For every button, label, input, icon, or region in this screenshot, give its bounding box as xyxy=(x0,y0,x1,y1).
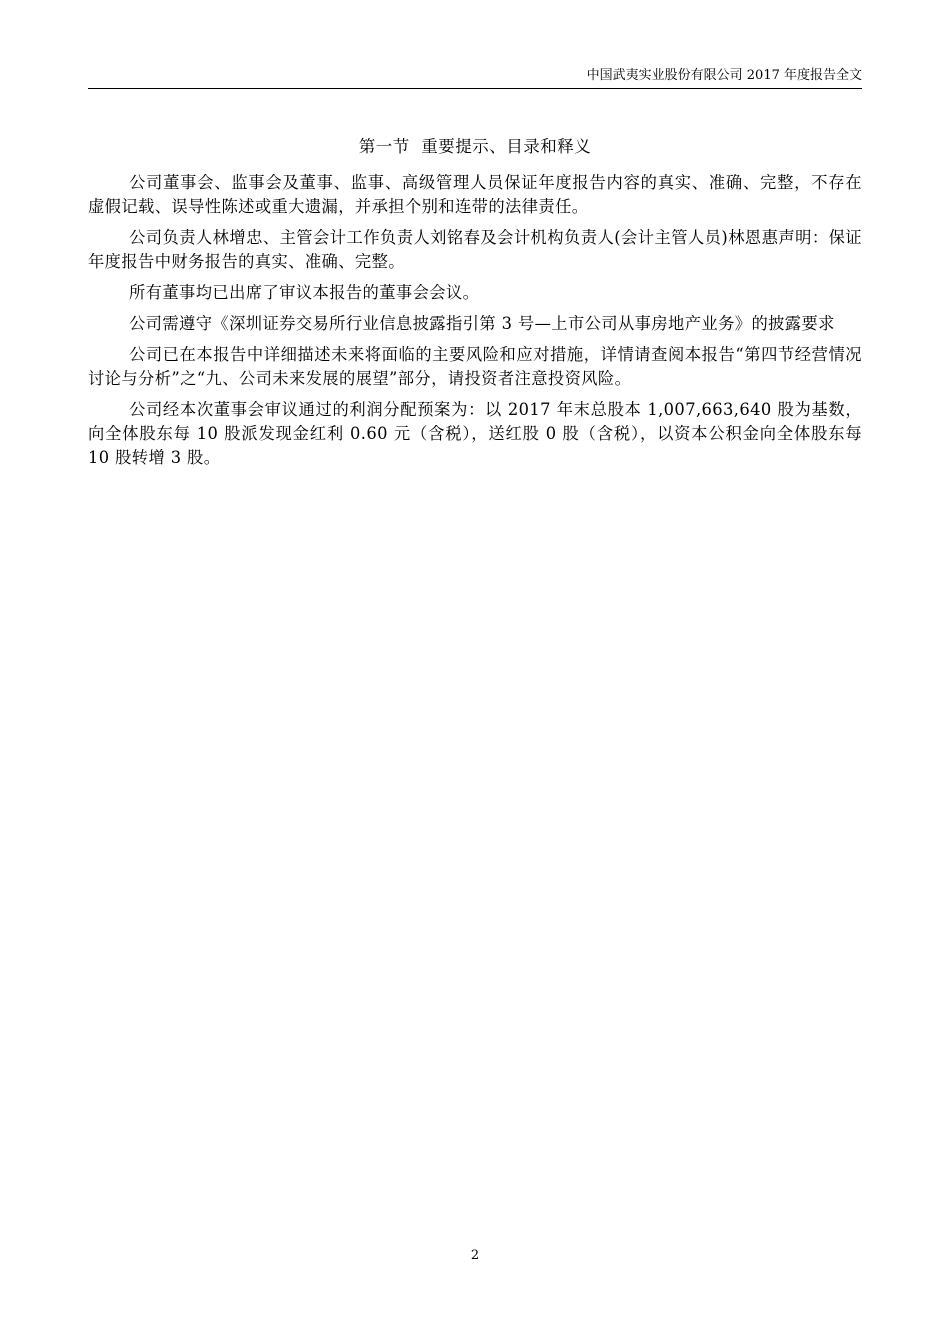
paragraph-board-attendance: 所有董事均已出席了审议本报告的董事会会议。 xyxy=(129,283,480,302)
body-text xyxy=(88,171,862,477)
paragraph-risk-notice: 公司已在本报告中详细描述未来将面临的主要风险和应对措施，详情请查阅本报告“第四节经营情况讨论与分析”之“九、公司未来发展的展望”部分，请投资者注意投资风险。 xyxy=(88,345,862,388)
header-title: 中国武夷实业股份有限公司 2017 年度报告全文 xyxy=(586,68,862,83)
paragraph-profit-distribution: 公司经本次董事会审议通过的利润分配预案为：以 2017 年末总股本 1,007,663,640 股为基数，向全体股东每 10 股派发现金红利 0.60 元（含税），送红股 0 股（含税），以资本公积金向全体股东每 10 股转增 3 股。 xyxy=(88,400,862,467)
paragraph-financial-declaration: 公司负责人林增忠、主管会计工作负责人刘铭春及会计机构负责人(会计主管人员)林恩惠声明：保证年度报告中财务报告的真实、准确、完整。 xyxy=(88,228,862,271)
page-number: 2 xyxy=(470,1248,480,1263)
page-header xyxy=(88,64,862,89)
paragraph-responsibility-statement: 公司董事会、监事会及董事、监事、高级管理人员保证年度报告内容的真实、准确、完整，不存在虚假记载、误导性陈述或重大遗漏，并承担个别和连带的法律责任。 xyxy=(88,173,862,216)
section-title: 第一节 重要提示、目录和释义 xyxy=(358,137,592,156)
paragraph-disclosure-requirement: 公司需遵守《深圳证券交易所行业信息披露指引第 3 号—上市公司从事房地产业务》的披露要求 xyxy=(129,314,835,333)
